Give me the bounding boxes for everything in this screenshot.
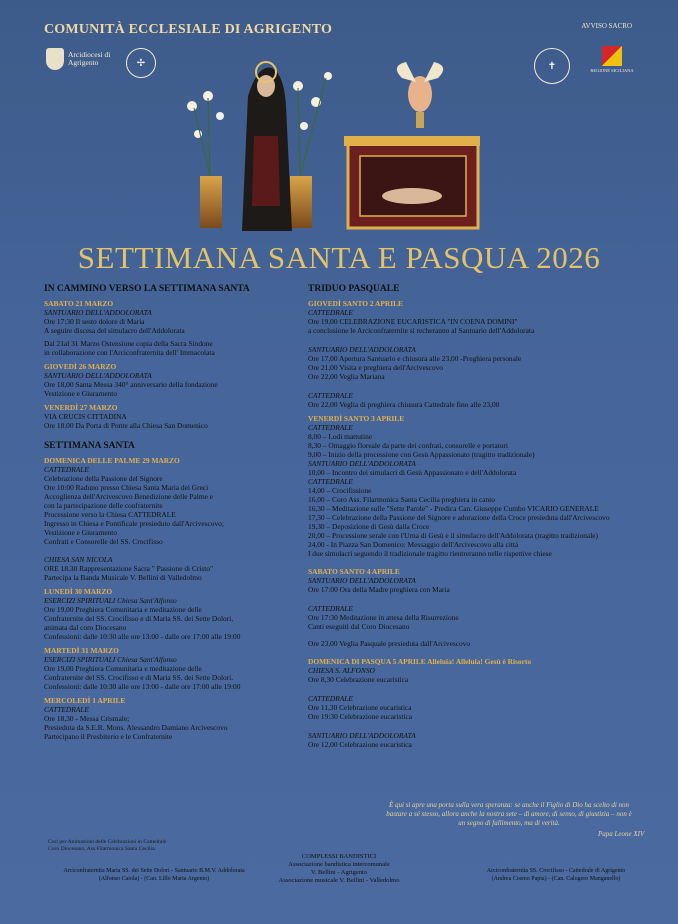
confraternity-line: Arciconfraternita SS. Crocifisso - Cattedrale di Agrigento	[486, 868, 626, 874]
event-line: Confessioni: dalle 10:30 alle ore 13:00 - dalle ore 17:00 alle 19:00	[44, 632, 241, 641]
diocese-emblem-icon	[46, 48, 64, 70]
crocifisso-seal-icon: ✝	[534, 48, 570, 84]
diocese-name: Arcidiocesi di Agrigento	[68, 50, 111, 67]
event-place: CATTEDRALE	[308, 604, 353, 613]
event-line: 19,30 – Deposizione di Gesù dalla Croce	[308, 522, 430, 531]
confraternity-left	[44, 868, 264, 883]
event-line: Ore 19,00 Preghiera Comunitaria e meditazione delle	[44, 664, 202, 673]
org-title: COMUNITÀ ECCLESIALE DI AGRIGENTO	[44, 22, 333, 37]
event-day: GIOVEDÌ SANTO 2 APRILE	[308, 299, 403, 308]
event-line: Celebrazione della Passione del Signore	[44, 474, 163, 483]
event-line: Ore 18,30 - Messa Crismale;	[44, 714, 130, 723]
confraternity-line: (Andrea Cosmo Papia) - (Can. Calogero Manganello)	[491, 875, 621, 882]
bands-line: Associazione musicale V. Bellini - Valledolmo	[278, 877, 400, 884]
event-place: CATTEDRALE	[44, 705, 89, 714]
addolorata-statue-icon	[242, 62, 292, 231]
pope-quote: È qui si apre una porta sulla vera speranza: se anche il Figlio di Dio ha scelto di non bastare a sé stesso, allora anche la nostra sete – di amore, di senso, di giustizia – non è un segno di fallimento, ma di verità.	[386, 801, 632, 827]
event-line: a conclusione le Arciconfraternite si recheranno al Santuario dell'Addolorata	[308, 326, 535, 335]
event-line: Partecipano il Presbiterio e le Confraternite	[44, 732, 173, 741]
event-day: VENERDÌ SANTO 3 APRILE	[308, 414, 405, 423]
event-line: in collaborazione con l'Arciconfraternita dell' Immacolata	[44, 348, 215, 357]
confraternity-right	[456, 868, 656, 883]
event-day: GIOVEDÌ 26 MARZO	[44, 362, 117, 371]
event-line: Ore 22,00 Veglia Mariana	[308, 372, 385, 381]
event-line: VIA CRUCIS CITTADINA	[44, 412, 127, 421]
event-place: CHIESA SAN NICOLA	[44, 555, 113, 564]
event-line: Ore 17,00 Apertura Santuario e chiusura alle 23,00 -Preghiera personale	[308, 354, 522, 363]
event-day: SABATO SANTO 4 APRILE	[308, 567, 400, 576]
event-line: Ore 19,00 CELEBRAZIONE EUCARISTICA "IN COENA DOMINI"	[308, 317, 518, 326]
event-line: Vestizione e Giuramento	[44, 528, 118, 537]
confraternity-logo	[126, 48, 156, 78]
event-line: Ore 18.00 Da Porta di Ponte alla Chiesa San Domenico	[44, 421, 208, 430]
event-place: CATTEDRALE	[308, 308, 353, 317]
bands-line: Associazione bandistica intercomunale	[288, 861, 390, 868]
event-line: 16,30 – Meditazione sulle "Sette Parole" - Predica Can. Giuseppe Cumbo VICARIO GENERALE	[308, 504, 599, 513]
event-line: Ingresso in Chiesa e Pontificale presieduto dall'Arcivescovo;	[44, 519, 224, 528]
right-column	[308, 285, 642, 749]
event-place: SANTUARIO DELL'ADDOLORATA	[308, 576, 416, 585]
event-line: 8,00 – Lodi mattutine	[308, 432, 373, 441]
crocifisso-logo	[534, 48, 570, 84]
event-place: CATTEDRALE	[308, 423, 353, 432]
event-line: Ore 17:30 Il sesto dolore di Maria	[44, 317, 145, 326]
event-day: DOMENICA DELLE PALME 29 MARZO	[44, 456, 180, 465]
event-line: Ore 8,30 Celebrazione eucaristica	[308, 675, 409, 684]
angel-icon	[397, 62, 443, 128]
choir-note-line: Cori per Animazioni delle Celebrazioni in Cattedrale	[48, 839, 167, 845]
event-day: MARTEDÌ 31 MARZO	[44, 646, 119, 655]
event-line: Presieduta da S.E.R. Mons. Alessandro Damiano Arcivescovo	[44, 723, 228, 732]
event-line: Partecipa la Banda Musicale V. Bellini di Valledolmo	[44, 573, 202, 582]
flowers-right-icon	[290, 72, 332, 228]
confraternity-line: Arciconfraternita Maria SS. dei Sette Dolori - Santuario B.M.V. Addolorata	[63, 868, 245, 874]
section-heading: TRIDUO PASQUALE	[308, 284, 400, 294]
event-place: CATTEDRALE	[308, 477, 353, 486]
event-line: 8,30 – Omaggio floreale da parte dei confrati, consorelle e portatori	[308, 441, 508, 450]
avviso-label: AVVISO SACRO	[581, 22, 632, 30]
choir-note-line: Coro Diocesano, Ass.Filarmonica Santa Cecilia.	[48, 846, 156, 852]
event-place: CATTEDRALE	[44, 465, 89, 474]
event-line: Ore 18,00 Santa Messa 340° anniversario della fondazione	[44, 380, 218, 389]
event-line: 17,30 – Celebrazione della Passione del Signore e adorazione della Croce presieduta dall'Arcivescovo	[308, 513, 610, 522]
event-place: SANTUARIO DELL'ADDOLORATA	[44, 308, 152, 317]
left-column	[44, 285, 300, 741]
regione-emblem-icon	[602, 46, 622, 66]
event-line: Ore 19:30 Celebrazione eucaristica	[308, 712, 413, 721]
section-heading: IN CAMMINO VERSO LA SETTIMANA SANTA	[44, 284, 250, 294]
event-place: SANTUARIO DELL'ADDOLORATA	[308, 345, 416, 354]
event-line: Ore 23,00 Veglia Pasquale presieduta dall'Arcivescovo	[308, 639, 471, 648]
flowers-left-icon	[187, 91, 224, 228]
event-place: SANTUARIO DELL'ADDOLORATA	[308, 731, 416, 740]
page-title: SETTIMANA SANTA E PASQUA 2026	[77, 240, 601, 275]
event-day: VENERDÌ 27 MARZO	[44, 403, 118, 412]
event-day: DOMENICA DI PASQUA 5 APRILE Alleluia! Alleluia! Gesù è Risorto	[308, 657, 532, 666]
event-line: animata dal coro Diocesano	[44, 623, 127, 632]
event-line: Ore 10:00 Raduno presso Chiesa Santa Maria dei Greci	[44, 483, 209, 492]
event-place: ESERCIZI SPIRITUALI Chiesa Sant'Alfonso	[44, 596, 177, 605]
event-day: LUNEDÌ 30 MARZO	[44, 587, 113, 596]
event-line: ORE 18.30 Rappresentazione Sacra " Passione di Cristo"	[44, 564, 214, 573]
confraternity-seal-icon: ✢	[126, 48, 156, 78]
event-line: Ore 11,30 Celebrazione eucaristica	[308, 703, 412, 712]
event-line: 20,00 – Processione serale con l'Urna di Gesù e il simulacro dell'Addolorata (tragitto tradizionale)	[308, 531, 598, 540]
event-line: Ore 22,00 Veglia di preghiera chiusura Cattedrale fino alle 23,00	[308, 400, 500, 409]
confraternity-line: (Alfonso Caiola) - (Can. Lillo Maria Argento)	[98, 875, 210, 882]
event-line: Processione verso la Chiesa CATTEDRALE	[44, 510, 176, 519]
event-place: CHIESA S. ALFONSO	[308, 666, 375, 675]
event-line: Confraternite del SS. Crocifisso e di Maria SS. dei Sette Dolori.	[44, 673, 234, 682]
event-line: Ore 19,00 Preghiera Comunitaria e meditazione delle	[44, 605, 202, 614]
event-line: 16,00 – Coro Ass. Filarmonica Santa Cecilia preghiera in canto	[308, 495, 495, 504]
event-line: 14,00 – Crocifissione	[308, 486, 372, 495]
event-line: con la partecipazione delle confraternite	[44, 501, 163, 510]
statues-photo	[180, 56, 480, 232]
event-line: 9,00 – Inizio della processione con Gesù Appassionato (tragitto tradizionale)	[308, 450, 535, 459]
diocese-logo	[46, 48, 116, 70]
event-line: Ore 21,00 Visita e preghiera dell'Arcivescovo	[308, 363, 443, 372]
event-line: Vestizione e Giuramento	[44, 389, 118, 398]
event-line: 10,00 – Incontro dei simulacri di Gesù Appassionato e dell'Addolorata	[308, 468, 517, 477]
event-place: SANTUARIO DELL'ADDOLORATA	[308, 459, 416, 468]
event-place: ESERCIZI SPIRITUALI Chiesa Sant'Alfonso	[44, 655, 177, 664]
event-line: 24,00 - In Piazza San Domenico: Messaggio dell'Arcivescovo alla città	[308, 540, 519, 549]
choir-note	[48, 839, 166, 853]
event-line: Canti eseguiti dal Coro Diocesano	[308, 622, 410, 631]
regione-logo	[590, 46, 634, 73]
section-heading: SETTIMANA SANTA	[44, 441, 135, 451]
event-line: Dal 21al 31 Marzo Ostensione copia della Sacra Sindone	[44, 339, 213, 348]
event-line: Ore 17:00 Ora della Madre preghiera con Maria	[308, 585, 450, 594]
event-line: Confraternite del SS. Crocifisso e di Maria SS. dei Sette Dolori,	[44, 614, 234, 623]
urn-icon	[344, 136, 480, 228]
event-place: CATTEDRALE	[308, 391, 353, 400]
quote-author: Papa Leone XIV	[598, 830, 645, 838]
bands-line: V. Bellini - Agrigento	[310, 869, 368, 876]
regione-label: REGIONE SICILIANA	[590, 68, 634, 73]
event-day: MERCOLEDÌ 1 APRILE	[44, 696, 126, 705]
event-line: Ore 12,00 Celebrazione eucaristica	[308, 740, 412, 749]
event-line: Accoglienza dell'Arcivescovo Benedizione delle Palme e	[44, 492, 213, 501]
event-place: SANTUARIO DELL'ADDOLORATA	[44, 371, 152, 380]
event-line: Confessioni: dalle 10:30 alle ore 13:00 - dalle ore 17:00 alle 19:00	[44, 682, 241, 691]
event-line: I due simulacri seguendo il tradizionale tragitto rientreranno nelle rispettive chiese	[308, 549, 552, 558]
bands-title: COMPLESSI BANDISTICI	[301, 853, 377, 860]
event-place: CATTEDRALE	[308, 694, 353, 703]
event-day: SABATO 21 MARZO	[44, 299, 114, 308]
event-line: Ore 17:30 Meditazione in attesa della Risurrezione	[308, 613, 459, 622]
event-line: Confrati e Consorelle del SS. Crocifisso	[44, 537, 163, 546]
event-line: A seguire discesa del simulacro dell'Addolorata	[44, 326, 185, 335]
